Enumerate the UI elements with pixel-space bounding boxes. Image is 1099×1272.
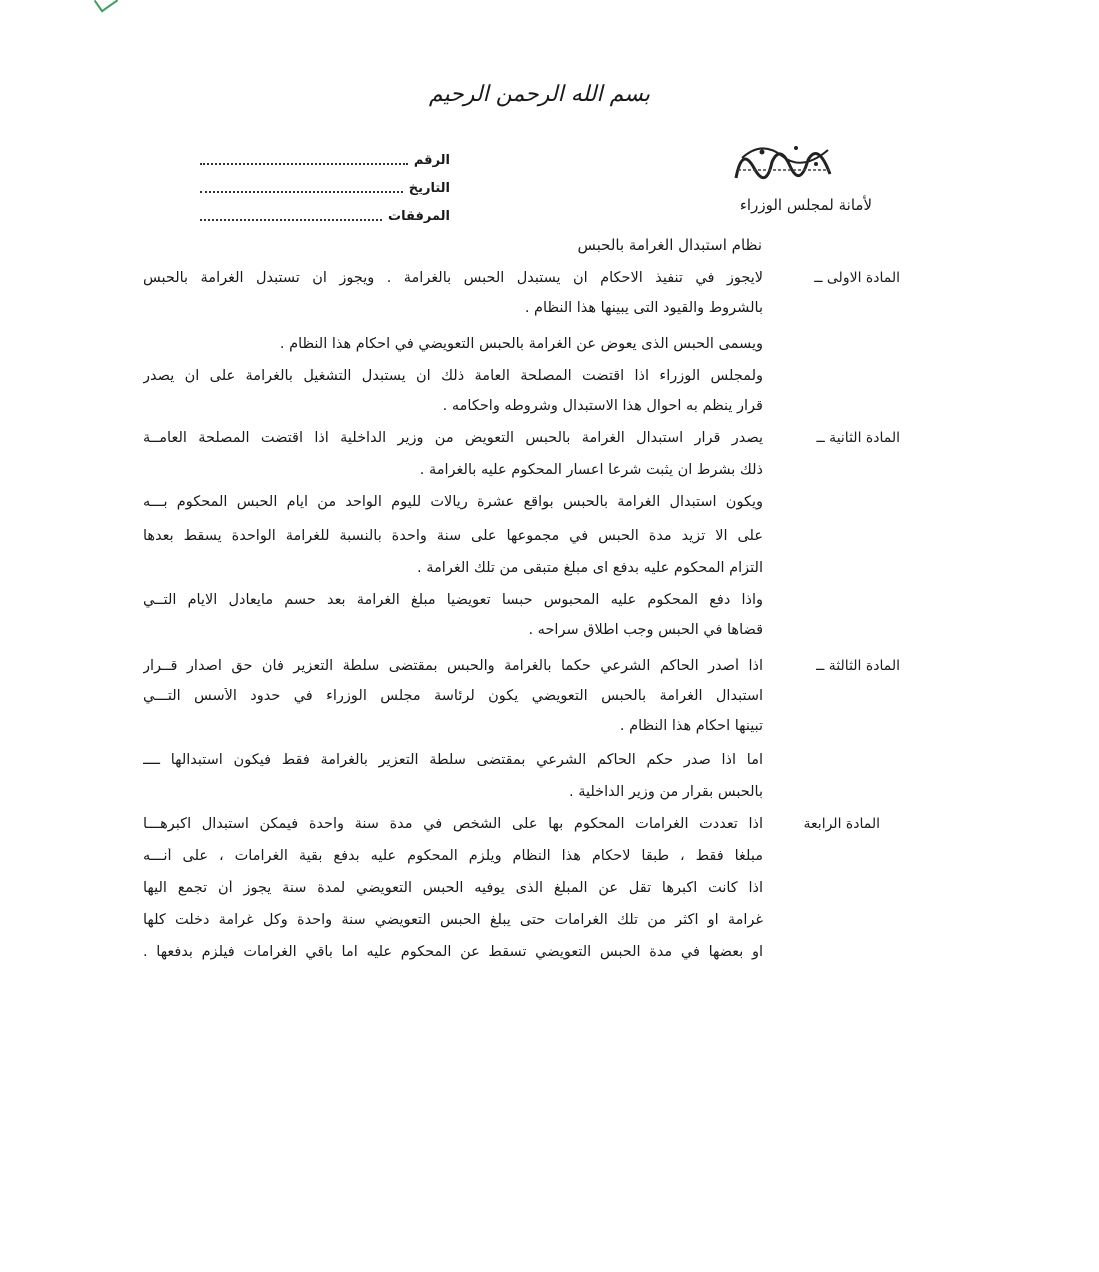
article-4-line-4: غرامة او اكثر من تلك الغرامات حتى يبلغ الحبس التعويضي سنة واحدة وكل غرامة دخلت كلها <box>143 912 763 928</box>
article-3-line-1: اذا أصدر الحاكم الشرعي حكما بالغرامة والحبس بمقتضى سلطة التعزير فان حق اصدار قــرار <box>143 658 763 674</box>
article-4-line-3: اذا كانت اكبرها تقل عن المبلغ الذى يوفيه الحبس التعويضي لمدة سنة يجوز أن تجمع اليها <box>143 880 763 896</box>
article-1-line-1: لايجوز في تنفيذ الاحكام ان يستبدل الحبس بالغرامة . ويجوز ان تستبدل الغرامة بالحبس <box>143 270 763 286</box>
article-2-line-4: على الا تزيد مدة الحبس في مجموعها على سنة واحدة بالنسبة للغرامة الواحدة يسقط بعدها <box>143 528 763 544</box>
article-4-line-2: مبلغا فقط ، طبقا لاحكام هذا النظام ويلزم المحكوم عليه بدفع بقية الغرامات ، على أنـــه <box>143 848 763 864</box>
document-title: نظام استبدال الغرامة بالحبس <box>577 236 762 254</box>
article-1-line-2: بالشروط والقيود التى يبينها هذا النظام . <box>524 300 763 316</box>
article-2-line-5: التزام المحكوم عليه بدفع اى مبلغ متبقى من تلك الغرامة . <box>417 560 763 576</box>
article-1-line-3: ويسمى الحبس الذى يعوض عن الغرامة بالحبس التعويضي في احكام هذا النظام . <box>279 336 763 352</box>
emblem-logo <box>732 138 836 182</box>
reference-number-row <box>200 146 450 168</box>
attachments-label: المرفقات <box>388 209 450 224</box>
reference-number-label: الرقم <box>413 153 450 168</box>
reference-number-blank <box>200 155 408 165</box>
corner-mark <box>94 0 118 12</box>
article-1-line-5: قرار ينظم به احوال هذا الاستبدال وشروطه واحكامه . <box>442 398 763 414</box>
article-4-label: المادة الرابعة <box>803 816 880 832</box>
article-3-line-3: تبينها احكام هذا النظام . <box>619 718 763 734</box>
date-row <box>200 174 450 196</box>
basmala: بسم الله الرحمن الرحيم <box>428 82 650 107</box>
article-2-label: المادة الثانية ــ <box>816 430 900 446</box>
article-1-label: المادة الاولى ــ <box>814 270 900 286</box>
article-2-line-3: ويكون استبدال الغرامة بالحبس بواقع عشرة ريالات لليوم الواحد من ايام الحبس المحكوم بـــه <box>143 494 763 510</box>
article-1-line-4: ولمجلس الوزراء اذا اقتضت المصلحة العامة ذلك ان يستبدل التشغيل بالغرامة على ان يصدر <box>143 368 763 384</box>
article-2-line-7: قضاها في الحبس وجب اطلاق سراحه . <box>528 622 763 638</box>
article-4-line-1: اذا تعددت الغرامات المحكوم بها على الشخص في مدة سنة واحدة فيمكن استبدال اكبرهـــا <box>143 816 763 832</box>
organization-name: لأمانة لمجلس الوزراء <box>739 196 872 214</box>
attachments-blank <box>200 211 382 221</box>
article-2-line-2: ذلك بشرط ان يثبت شرعا اعسار المحكوم عليه بالغرامة . <box>419 462 763 478</box>
date-label: التاريخ <box>408 181 450 196</box>
article-3-line-2: استبدال الغرامة بالحبس التعويضي يكون لرئاسة مجلس الوزراء في حدود الأسس التـــي <box>143 688 763 704</box>
article-3-line-4: اما اذا صدر حكم الحاكم الشرعي بمقتضى سلطة التعزير بالغرامة فقط فيكون استبدالها ــــ <box>143 752 763 768</box>
date-blank <box>200 183 403 193</box>
article-2-line-1: يصدر قرار استبدال الغرامة بالحبس التعويض من وزير الداخلية اذا اقتضت المصلحة العامــة <box>143 430 763 446</box>
article-3-line-5: بالحبس بقرار من وزير الداخلية . <box>569 784 763 800</box>
article-2-line-6: واذا دفع المحكوم عليه المحبوس حبسا تعويضيا مبلغ الغرامة بعد حسم مايعادل الايام التــي <box>143 592 763 608</box>
article-3-label: المادة الثالثة ــ <box>816 658 900 674</box>
article-4-line-5: او بعضها في مدة الحبس التعويضي تسقط عن المحكوم عليه اما باقي الغرامات فيلزم بدفعها . <box>143 944 763 960</box>
attachments-row <box>200 202 450 224</box>
